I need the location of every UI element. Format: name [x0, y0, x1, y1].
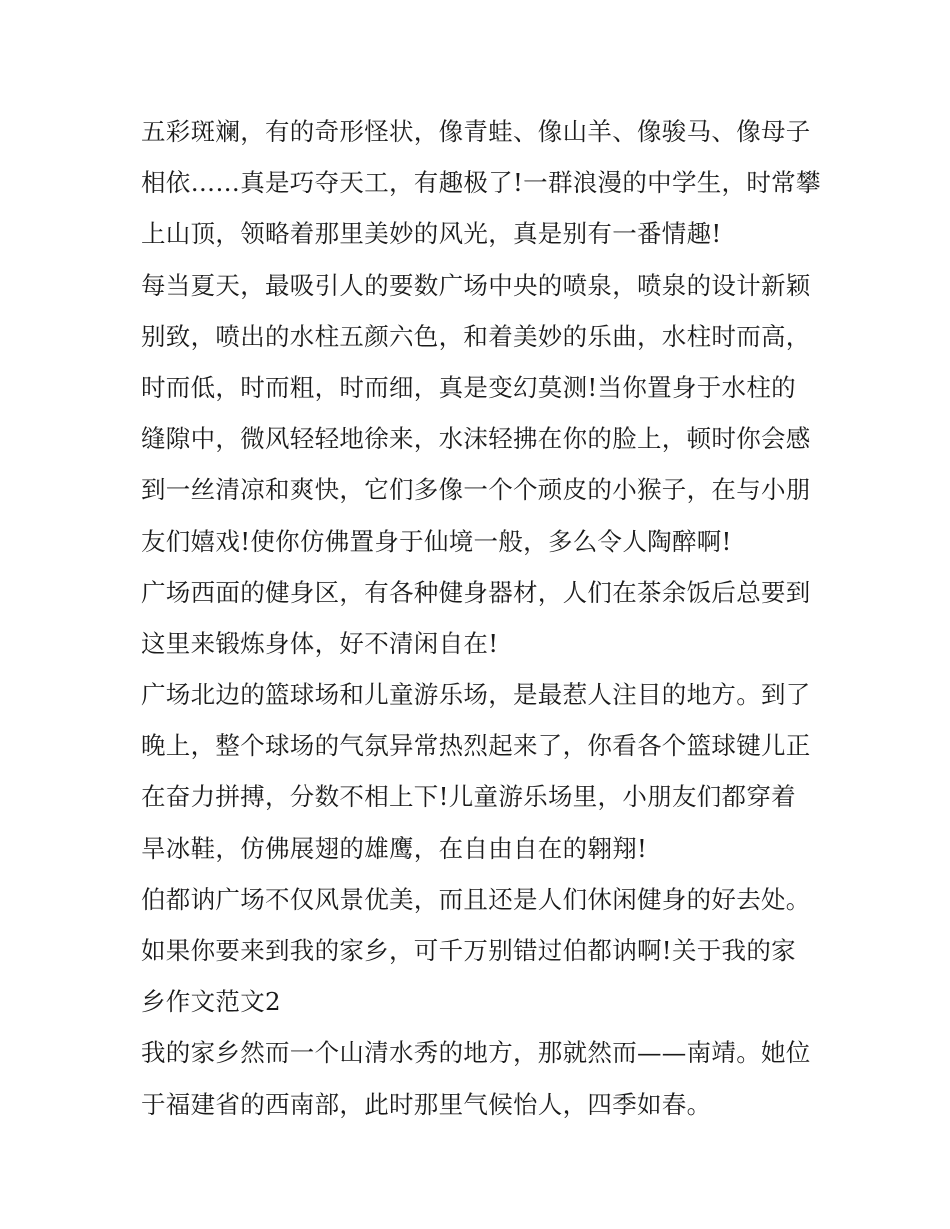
document-text-body: [141, 106, 821, 1130]
text-line: 我的家乡然而一个山清水秀的地方，那就然而——南靖。她位: [141, 1038, 811, 1068]
text-line: 五彩斑斓，有的奇形怪状，像青蛙、像山羊、像骏马、像母子: [141, 117, 811, 146]
text-line: 每当夏天，最吸引人的要数广场中央的喷泉，喷泉的设计新颖: [141, 270, 811, 300]
text-line: 时而低，时而粗，时而细，真是变幻莫测!当你置身于水柱的: [141, 372, 796, 402]
text-line: 广场西面的健身区，有各种健身器材，人们在茶余饭后总要到: [141, 577, 811, 607]
text-line: 广场北边的篮球场和儿童游乐场，是最惹人注目的地方。到了: [141, 680, 811, 710]
text-line: 友们嬉戏!使你仿佛置身于仙境一般，多么令人陶醉啊!: [141, 526, 732, 556]
text-line: 到一丝清凉和爽快，它们多像一个个顽皮的小猴子，在与小朋: [141, 475, 811, 505]
text-line: 晚上，整个球场的气氛异常热烈起来了，你看各个篮球键儿正: [141, 731, 811, 761]
text-line: 于福建省的西南部，此时那里气候怡人，四季如春。: [141, 1089, 712, 1119]
text-line: 在奋力拼搏，分数不相上下!儿童游乐场里，小朋友们都穿着: [141, 782, 796, 812]
text-line: 旱冰鞋，仿佛展翅的雄鹰，在自由自在的翱翔!: [141, 833, 648, 863]
text-line: 伯都讷广场不仅风景优美，而且还是人们休闲健身的好去处。: [141, 884, 811, 914]
text-line: 别致，喷出的水柱五颜六色，和着美妙的乐曲，水柱时而高，: [141, 321, 811, 351]
text-line: 相依……真是巧夺天工，有趣极了!一群浪漫的中学生，时常攀: [141, 168, 821, 198]
text-line: 这里来锻炼身体，好不清闲自在!: [141, 628, 499, 658]
text-line: 缝隙中，微风轻轻地徐来，水沫轻拂在你的脸上，顿时你会感: [141, 424, 811, 454]
text-line: 如果你要来到我的家乡，可千万别错过伯都讷啊!关于我的家: [141, 936, 796, 965]
text-line: 乡作文范文2: [141, 987, 281, 1017]
text-line: 上山顶，领略着那里美妙的风光，真是别有一番情趣!: [141, 219, 722, 249]
